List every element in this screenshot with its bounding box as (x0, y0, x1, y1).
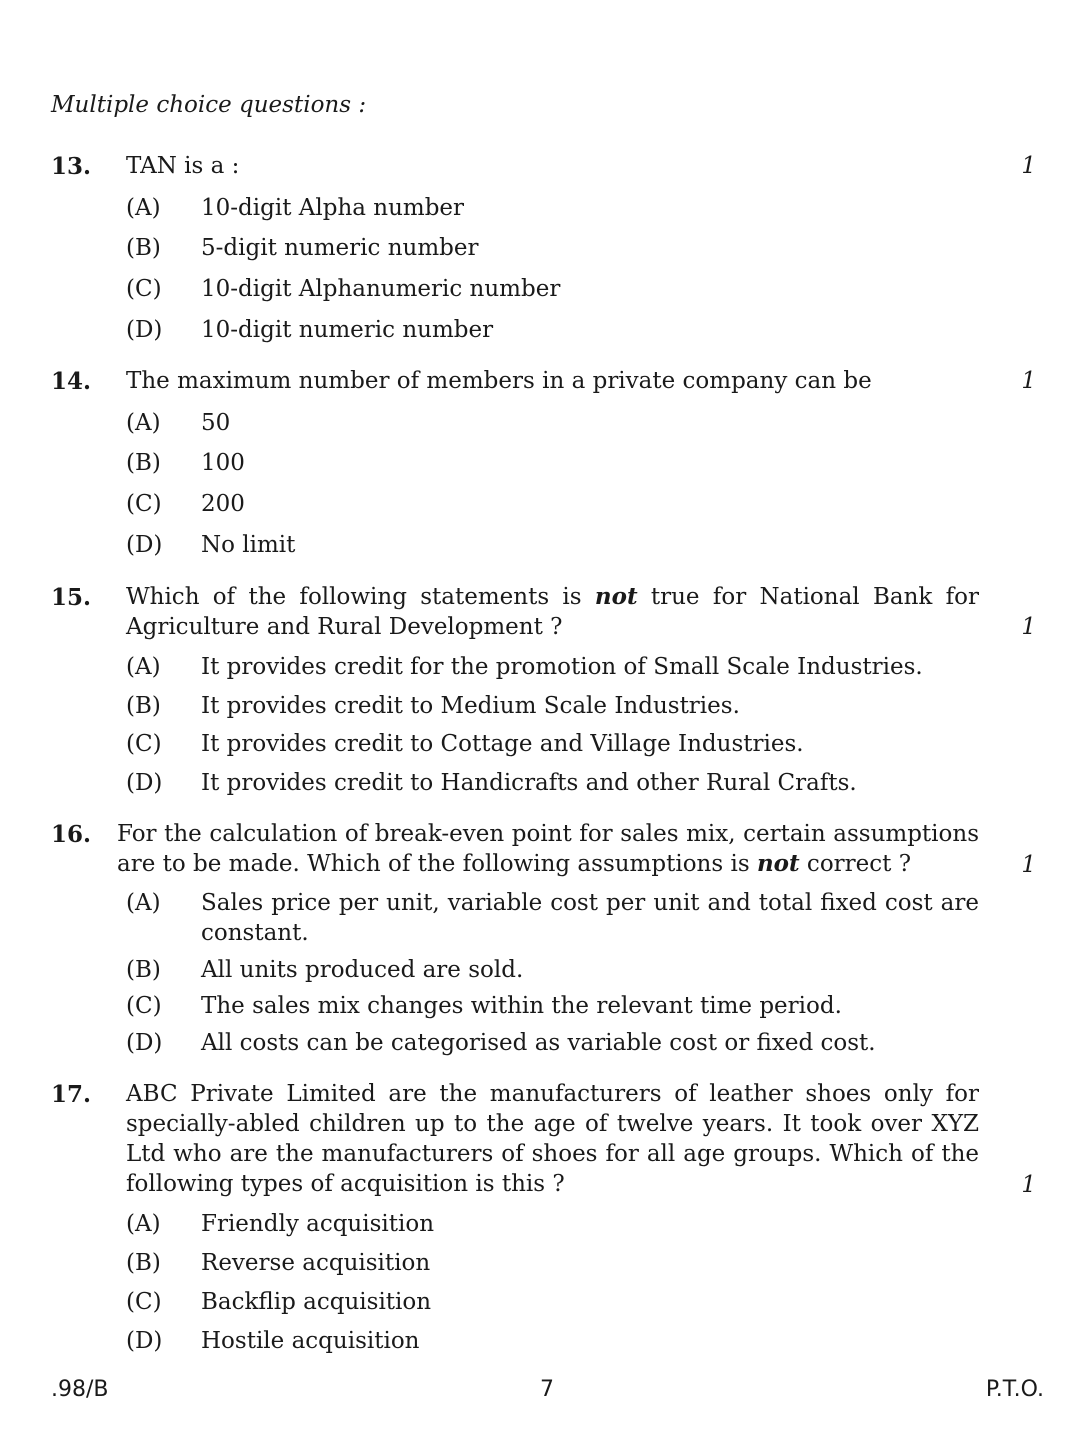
question-number: 15. (51, 584, 92, 611)
option-label: (A) (126, 890, 161, 916)
option-text: Hostile acquisition (201, 1328, 420, 1354)
question-marks: 1 (1021, 1172, 1036, 1198)
option-label: (D) (126, 317, 163, 343)
option-text: 200 (201, 491, 245, 517)
option-label: (C) (126, 491, 162, 517)
option-label: (B) (126, 1250, 161, 1276)
option-text: The sales mix changes within the relevant time period. (201, 993, 842, 1019)
option-text: It provides credit to Medium Scale Industries. (201, 693, 740, 719)
emphasis-not: not (594, 583, 638, 610)
option-label: (D) (126, 532, 163, 558)
option-label: (C) (126, 993, 162, 1019)
question-marks: 1 (1021, 852, 1036, 878)
question-text: TAN is a : (126, 153, 240, 179)
option-label: (D) (126, 770, 163, 796)
question-text: For the calculation of break-even point for sales mix, certain assumptions are to be made. Which of the following assumptions is not correct ? (117, 821, 979, 877)
option-text: Reverse acquisition (201, 1250, 431, 1276)
option-label: (A) (126, 195, 161, 221)
question-number: 16. (51, 821, 92, 848)
option-text: 10-digit Alphanumeric number (201, 276, 561, 302)
question-text: Which of the following statements is not true for National Bank for Agriculture and Rural Development ? (126, 583, 979, 640)
option-text: 10-digit Alpha number (201, 195, 465, 221)
page-number: 7 (540, 1377, 554, 1402)
option-label: (B) (126, 957, 161, 983)
option-label: (D) (126, 1030, 163, 1056)
question-number: 13. (51, 153, 92, 180)
paper-code: .98/B (51, 1377, 109, 1402)
option-text: All units produced are sold. (201, 957, 524, 983)
option-label: (A) (126, 410, 161, 436)
pto-label: P.T.O. (985, 1377, 1044, 1402)
option-text: Friendly acquisition (201, 1211, 435, 1237)
question-marks: 1 (1021, 153, 1036, 179)
emphasis-not: not (756, 850, 800, 877)
option-text: It provides credit for the promotion of Small Scale Industries. (201, 654, 923, 680)
question-text: The maximum number of members in a private company can be (126, 368, 872, 394)
option-label: (B) (126, 450, 161, 476)
option-text: 50 (201, 410, 231, 436)
option-text: Sales price per unit, variable cost per unit and total fixed cost are constant. (201, 890, 979, 946)
option-label: (B) (126, 693, 161, 719)
question-number: 17. (51, 1081, 92, 1108)
option-label: (B) (126, 235, 161, 261)
question-text: ABC Private Limited are the manufacturers of leather shoes only for specially-abled children up to the age of twelve years. It took over XYZ Ltd who are the manufacturers of shoes for all age groups. Which of the following types of acquisition is this ? (126, 1081, 979, 1197)
option-label: (C) (126, 1289, 162, 1315)
question-marks: 1 (1021, 368, 1036, 394)
option-text: No limit (201, 532, 296, 558)
option-label: (D) (126, 1328, 163, 1354)
option-text: 5-digit numeric number (201, 235, 479, 261)
question-marks: 1 (1021, 614, 1036, 640)
option-text: It provides credit to Handicrafts and other Rural Crafts. (201, 770, 857, 796)
option-text: 100 (201, 450, 245, 476)
option-label: (A) (126, 1211, 161, 1237)
option-text: 10-digit numeric number (201, 317, 494, 343)
section-heading: Multiple choice questions : (51, 92, 367, 118)
option-label: (C) (126, 276, 162, 302)
option-text: Backflip acquisition (201, 1289, 432, 1315)
question-number: 14. (51, 368, 92, 395)
option-label: (A) (126, 654, 161, 680)
option-label: (C) (126, 731, 162, 757)
option-text: All costs can be categorised as variable cost or fixed cost. (201, 1030, 876, 1056)
option-text: It provides credit to Cottage and Village Industries. (201, 731, 804, 757)
